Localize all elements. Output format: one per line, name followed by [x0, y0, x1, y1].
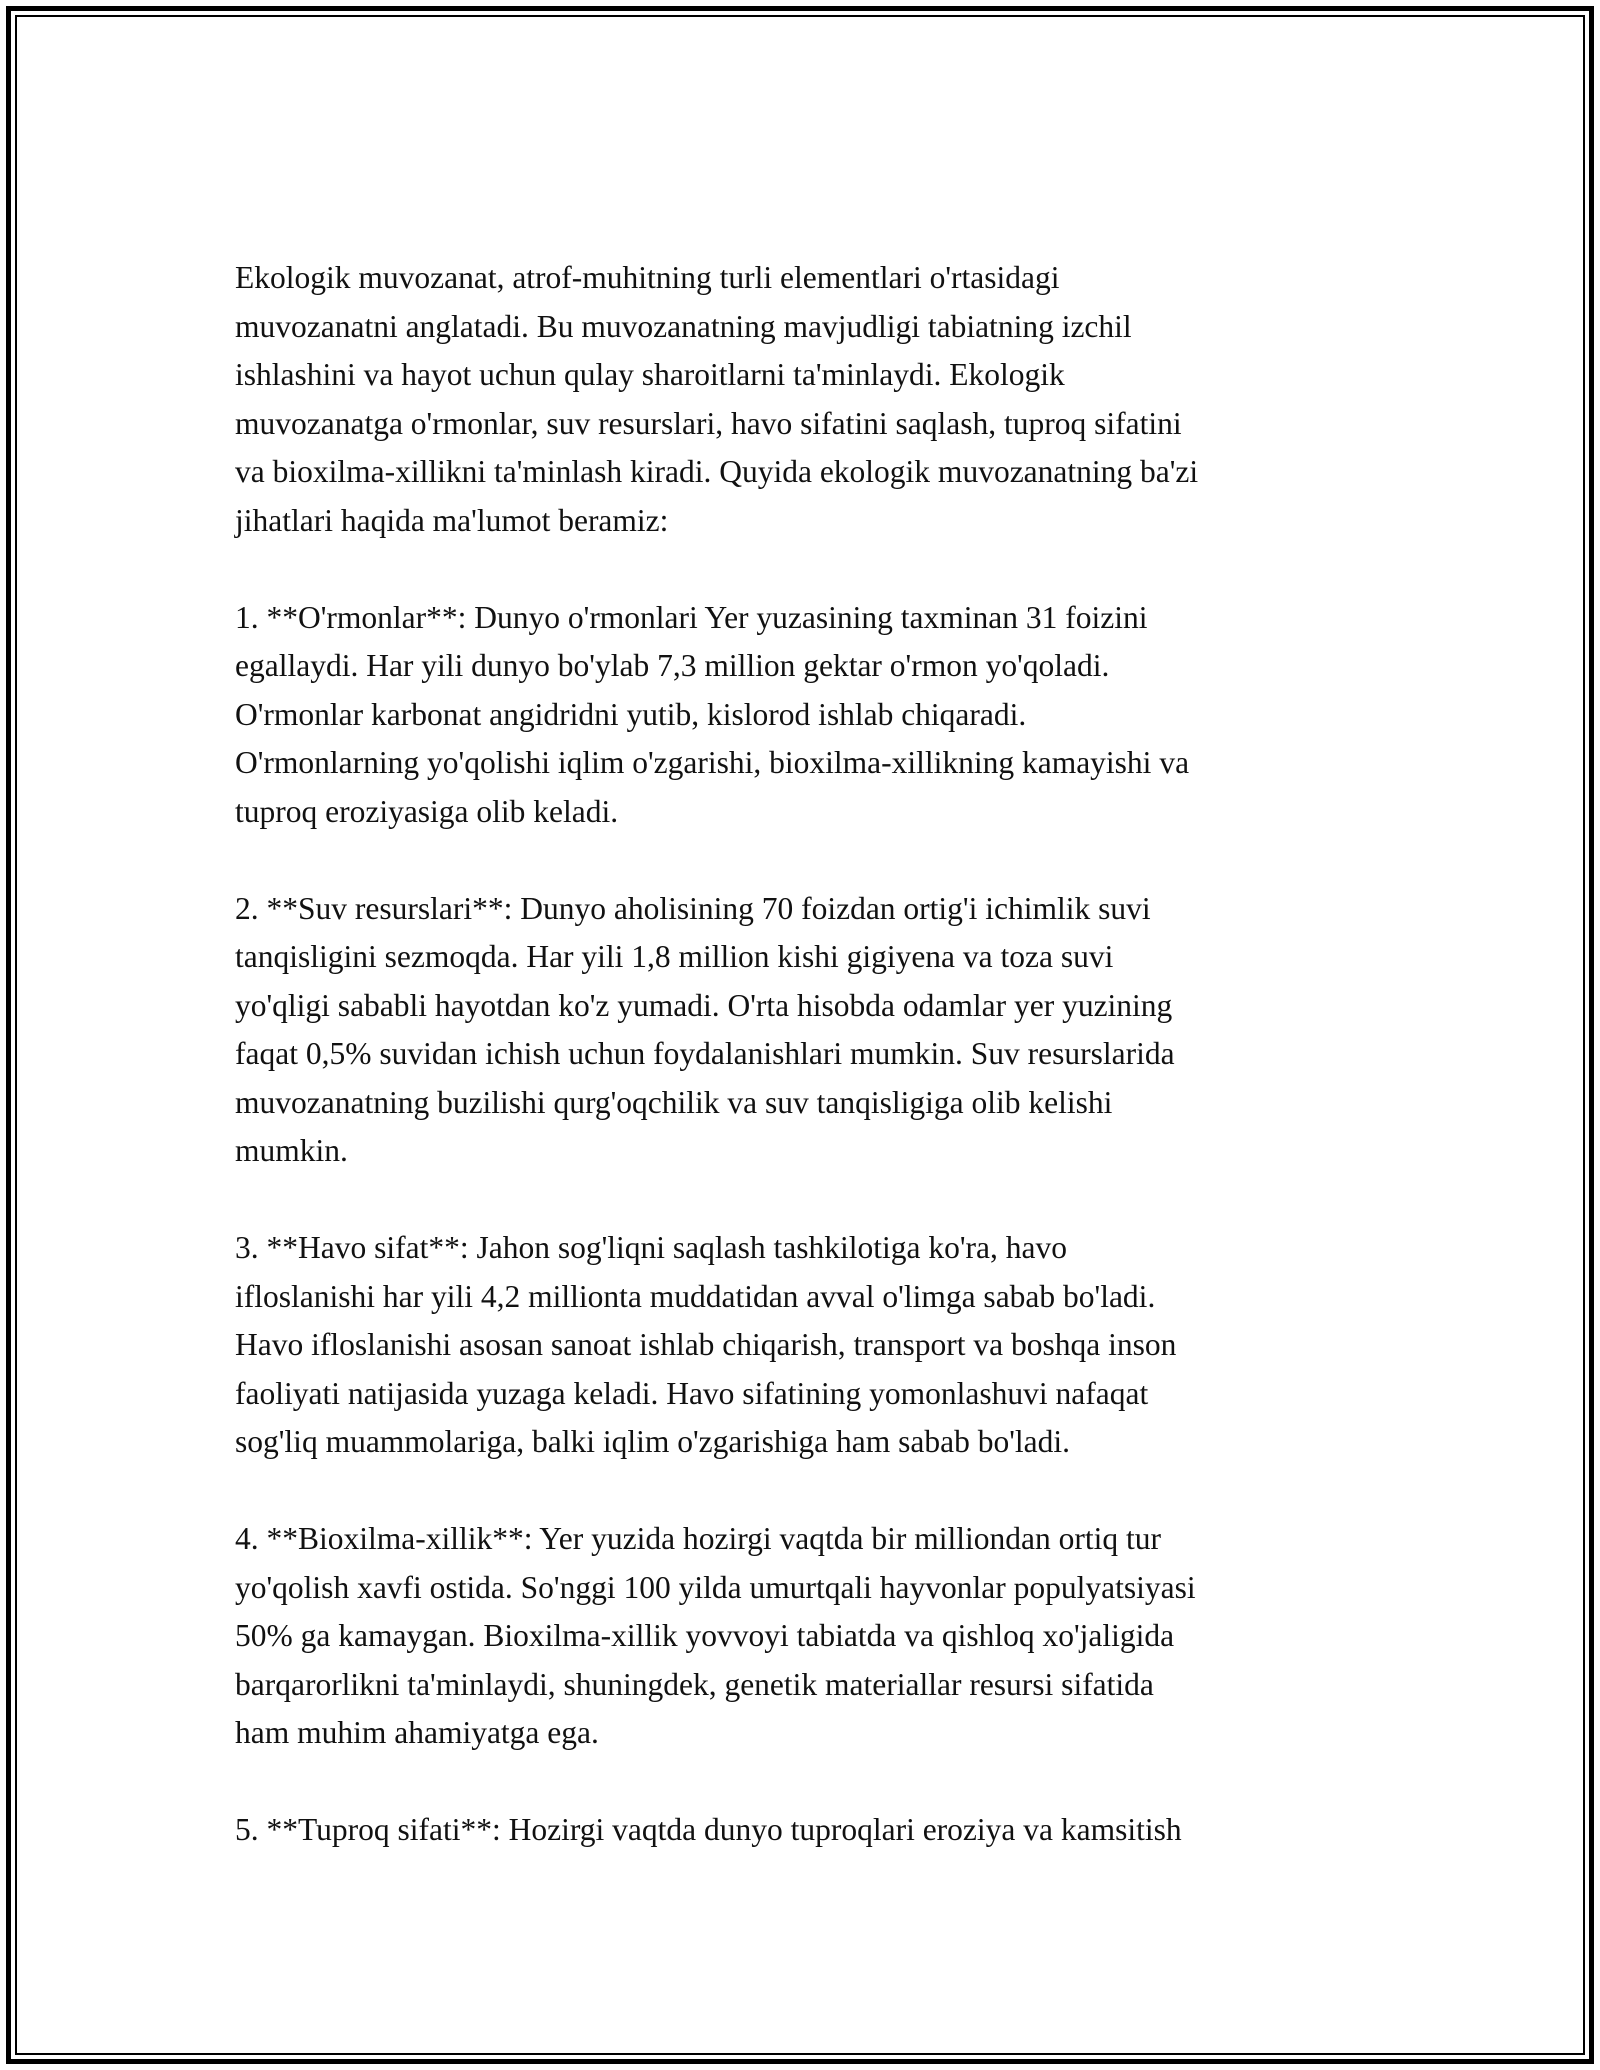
list-item-soil-quality: 5. **Tuproq sifati**: Hozirgi vaqtda dunyo tuproqlari eroziya va kamsitish	[235, 1812, 1182, 1847]
list-item-water-resources: 2. **Suv resurslari**: Dunyo aholisining 70 foizdan ortig'i ichimlik suvi tanqisligini sezmoqda. Har yili 1,8 million kishi gigiyena va toza suvi yo'qligi sababli hayotdan ko'z yumadi. O'rta hisobda odamlar yer yuzining faqat 0,5% suvidan ichish uchun foydalanishlari mumkin. Suv resurslarida muvozanatning buzilishi qurg'oqchilik va suv tanqisligiga olib kelishi mumkin.	[235, 890, 1175, 1168]
list-item-biodiversity: 4. **Bioxilma-xillik**: Yer yuzida hozirgi vaqtda bir milliondan ortiq tur yo'qolish xavfi ostida. So'nggi 100 yilda umurtqali hayvonlar populyatsiyasi 50% ga kamaygan. Bioxilma-xillik yovvoyi tabiatda va qishloq xo'jaligida barqarorlikni ta'minlaydi, shuningdek, genetik materiallar resursi sifatida ham muhim ahamiyatga ega.	[235, 1521, 1196, 1750]
list-item-air-quality: 3. **Havo sifat**: Jahon sog'liqni saqlash tashkilotiga ko'ra, havo ifloslanishi har yili 4,2 millionta muddatidan avval o'limga sabab bo'ladi. Havo ifloslanishi asosan sanoat ishlab chiqarish, transport va boshqa inson faoliyati natijasida yuzaga keladi. Havo sifatining yomonlashuvi nafaqat sog'liq muammolariga, balki iqlim o'zgarishiga ham sabab bo'ladi.	[235, 1230, 1177, 1459]
document-body	[235, 254, 1365, 1903]
list-item-forests: 1. **O'rmonlar**: Dunyo o'rmonlari Yer yuzasining taxminan 31 foizini egallaydi. Har yili dunyo bo'ylab 7,3 million gektar o'rmon yo'qoladi. O'rmonlar karbonat angidridni yutib, kislorod ishlab chiqaradi. O'rmonlarning yo'qolishi iqlim o'zgarishi, bioxilma-xillikning kamayishi va tuproq eroziyasiga olib keladi.	[235, 599, 1190, 829]
intro-paragraph: Ekologik muvozanat, atrof-muhitning turli elementlari o'rtasidagi muvozanatni anglatadi. Bu muvozanatning mavjudligi tabiatning izchil ishlashini va hayot uchun qulay sharoitlarni ta'minlaydi. Ekologik muvozanatga o'rmonlar, suv resurslari, havo sifatini saqlash, tuproq sifatini va bioxilma-xillikni ta'minlash kiradi. Quyida ekologik muvozanatning ba'zi jihatlari haqida ma'lumot beramiz:	[235, 260, 1199, 538]
